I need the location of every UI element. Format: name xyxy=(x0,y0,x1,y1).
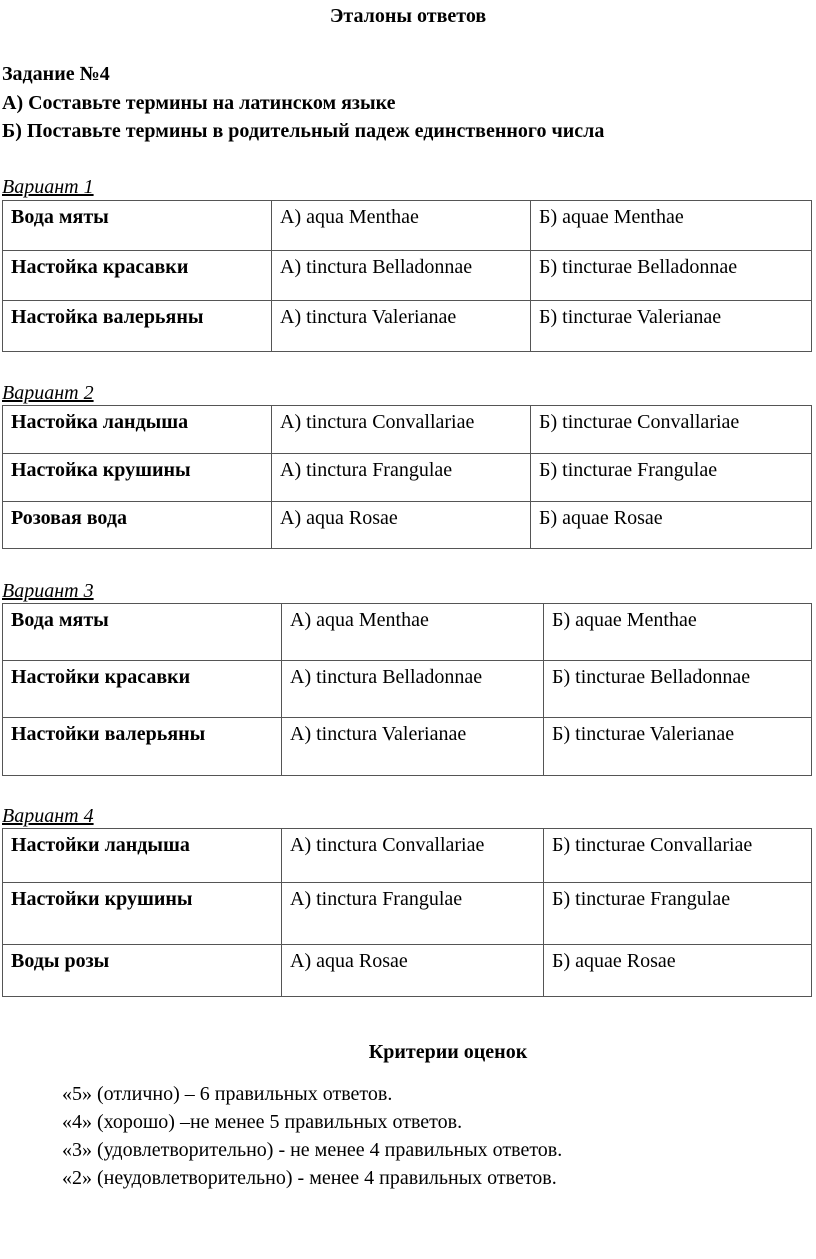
criteria-heading: Критерии оценок xyxy=(368,1041,528,1063)
table-row xyxy=(3,829,812,883)
answer-b-cell: Б) aquae Menthae xyxy=(544,604,812,661)
term-cell: Настойки ландыша xyxy=(3,829,282,883)
page-title: Эталоны ответов xyxy=(329,5,487,27)
task-heading: Задание №4 xyxy=(2,63,110,85)
term-cell: Настойка красавки xyxy=(3,251,272,301)
answer-a-cell: А) tinctura Convallariae xyxy=(282,829,544,883)
variant-3-table xyxy=(2,603,812,776)
criteria-line-5: «5» (отлично) – 6 правильных ответов. xyxy=(62,1083,393,1105)
variant-2-label: Вариант 2 xyxy=(2,382,94,404)
answer-b-cell: Б) tincturae Frangulae xyxy=(531,454,812,502)
variant-2-table xyxy=(2,405,812,549)
answer-b-cell: Б) aquae Rosae xyxy=(544,945,812,997)
answer-b-cell: Б) aquae Rosae xyxy=(531,502,812,549)
term-cell: Настойка крушины xyxy=(3,454,272,502)
answer-a-cell: А) tinctura Convallariae xyxy=(272,406,531,454)
variant-1-label: Вариант 1 xyxy=(2,176,94,198)
term-cell: Настойки крушины xyxy=(3,883,282,945)
answer-a-cell: А) tinctura Frangulae xyxy=(282,883,544,945)
answer-a-cell: А) aqua Menthae xyxy=(282,604,544,661)
answer-b-cell: Б) aquae Menthae xyxy=(531,201,812,251)
table-row xyxy=(3,301,812,352)
term-cell: Розовая вода xyxy=(3,502,272,549)
term-cell: Настойка ландыша xyxy=(3,406,272,454)
table-row xyxy=(3,406,812,454)
term-cell: Воды розы xyxy=(3,945,282,997)
variant-1-table xyxy=(2,200,812,352)
term-cell: Вода мяты xyxy=(3,604,282,661)
term-cell: Настойка валерьяны xyxy=(3,301,272,352)
variant-4-label: Вариант 4 xyxy=(2,805,94,827)
table-row xyxy=(3,945,812,997)
answer-a-cell: А) aqua Menthae xyxy=(272,201,531,251)
table-row xyxy=(3,883,812,945)
table-row xyxy=(3,718,812,776)
answer-b-cell: Б) tincturae Valerianae xyxy=(544,718,812,776)
variant-4-table xyxy=(2,828,812,997)
answer-a-cell: А) tinctura Frangulae xyxy=(272,454,531,502)
table-row xyxy=(3,201,812,251)
table-row xyxy=(3,251,812,301)
task-line-a: А) Составьте термины на латинском языке xyxy=(2,92,396,114)
term-cell: Настойки валерьяны xyxy=(3,718,282,776)
answer-b-cell: Б) tincturae Convallariae xyxy=(544,829,812,883)
term-cell: Вода мяты xyxy=(3,201,272,251)
criteria-line-4: «4» (хорошо) –не менее 5 правильных ответов. xyxy=(62,1111,463,1133)
answer-a-cell: А) aqua Rosae xyxy=(272,502,531,549)
table-row xyxy=(3,661,812,718)
answer-a-cell: А) tinctura Belladonnae xyxy=(282,661,544,718)
criteria-line-3: «3» (удовлетворительно) - не менее 4 правильных ответов. xyxy=(62,1139,563,1161)
table-row xyxy=(3,502,812,549)
criteria-line-2: «2» (неудовлетворительно) - менее 4 правильных ответов. xyxy=(62,1167,557,1189)
table-row xyxy=(3,604,812,661)
answer-a-cell: А) tinctura Valerianae xyxy=(282,718,544,776)
variant-3-label: Вариант 3 xyxy=(2,580,94,602)
answer-b-cell: Б) tincturae Convallariae xyxy=(531,406,812,454)
answer-a-cell: А) tinctura Belladonnae xyxy=(272,251,531,301)
task-line-b: Б) Поставьте термины в родительный падеж единственного числа xyxy=(2,120,605,142)
answer-b-cell: Б) tincturae Valerianae xyxy=(531,301,812,352)
answer-b-cell: Б) tincturae Belladonnae xyxy=(531,251,812,301)
answer-b-cell: Б) tincturae Frangulae xyxy=(544,883,812,945)
answer-b-cell: Б) tincturae Belladonnae xyxy=(544,661,812,718)
answer-a-cell: А) aqua Rosae xyxy=(282,945,544,997)
term-cell: Настойки красавки xyxy=(3,661,282,718)
answer-a-cell: А) tinctura Valerianae xyxy=(272,301,531,352)
table-row xyxy=(3,454,812,502)
